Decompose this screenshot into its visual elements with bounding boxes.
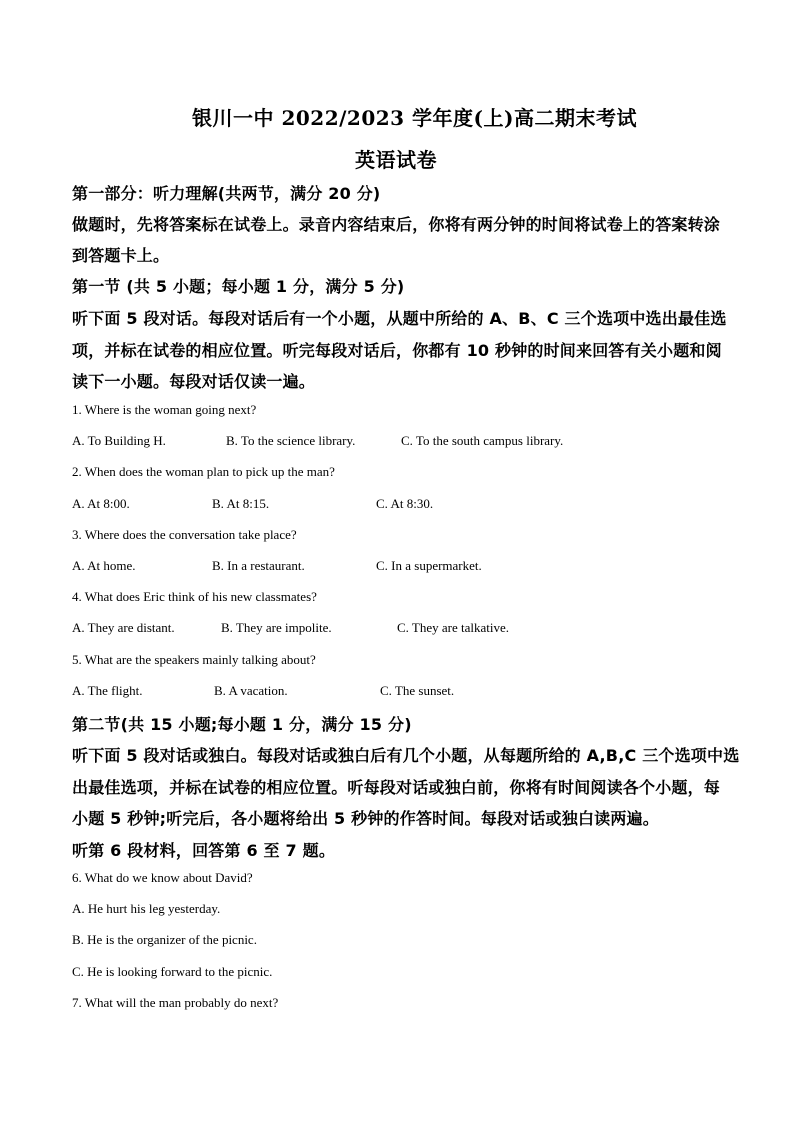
question-3: 3. Where does the conversation take place? [72, 527, 297, 542]
section2-instruction-line2: 出最佳选项，并标在试卷的相应位置。听每段对话或独白前，你将有时间阅读各个小题，每 [72, 778, 721, 797]
q6-option-a: A. He hurt his leg yesterday. [72, 901, 221, 916]
q1-option-b: B. To the science library. [226, 433, 356, 448]
question-1: 1. Where is the woman going next? [72, 402, 257, 417]
section1-instruction-line2: 项，并标在试卷的相应位置。听完每段对话后，你都有 10 秒钟的时间来回答有关小题和阅 [72, 341, 722, 360]
section1-instruction-line1: 听下面 5 段对话。每段对话后有一个小题，从题中所给的 A、B、C 三个选项中选出最佳选 [72, 309, 727, 328]
section2-heading: 第二节(共 15 小题;每小题 1 分，满分 15 分) [72, 715, 412, 734]
q5-option-b: B. A vacation. [214, 683, 288, 698]
section1-heading: 第一节 (共 5 小题；每小题 1 分，满分 5 分) [72, 277, 405, 296]
q4-option-a: A. They are distant. [72, 620, 175, 635]
part1-heading: 第一部分：听力理解(共两节，满分 20 分) [72, 184, 381, 203]
q2-option-c: C. At 8:30. [376, 496, 434, 511]
section2-instruction-line3: 小题 5 秒钟;听完后，各小题将给出 5 秒钟的作答时间。每段对话或独白读两遍。 [72, 809, 659, 828]
question-5: 5. What are the speakers mainly talking about? [72, 652, 316, 667]
question-4: 4. What does Eric think of his new classmates? [72, 589, 317, 604]
part1-instruction-line2: 到答题卡上。 [72, 246, 170, 265]
material-6-heading: 听第 6 段材料，回答第 6 至 7 题。 [72, 841, 336, 860]
question-6: 6. What do we know about David? [72, 870, 253, 885]
exam-title: 银川一中 2022/2023 学年度(上)高二期末考试 [192, 106, 637, 130]
q1-option-c: C. To the south campus library. [401, 433, 564, 448]
q3-option-a: A. At home. [72, 558, 136, 573]
q1-option-a: A. To Building H. [72, 433, 166, 448]
question-7: 7. What will the man probably do next? [72, 995, 279, 1010]
q3-option-c: C. In a supermarket. [376, 558, 482, 573]
q6-option-c: C. He is looking forward to the picnic. [72, 964, 273, 979]
section2-instruction-line1: 听下面 5 段对话或独白。每段对话或独白后有几个小题，从每题所给的 A,B,C 三个选项中选 [72, 746, 740, 765]
q5-option-c: C. The sunset. [380, 683, 455, 698]
part1-instruction-line1: 做题时，先将答案标在试卷上。录音内容结束后，你将有两分钟的时间将试卷上的答案转涂 [72, 215, 721, 234]
q4-option-b: B. They are impolite. [221, 620, 332, 635]
q2-option-b: B. At 8:15. [212, 496, 270, 511]
exam-subtitle: 英语试卷 [355, 148, 437, 172]
q5-option-a: A. The flight. [72, 683, 143, 698]
q2-option-a: A. At 8:00. [72, 496, 130, 511]
q3-option-b: B. In a restaurant. [212, 558, 305, 573]
q6-option-b: B. He is the organizer of the picnic. [72, 932, 257, 947]
section1-instruction-line3: 读下一小题。每段对话仅读一遍。 [72, 372, 316, 391]
question-2: 2. When does the woman plan to pick up the man? [72, 464, 335, 479]
q4-option-c: C. They are talkative. [397, 620, 510, 635]
